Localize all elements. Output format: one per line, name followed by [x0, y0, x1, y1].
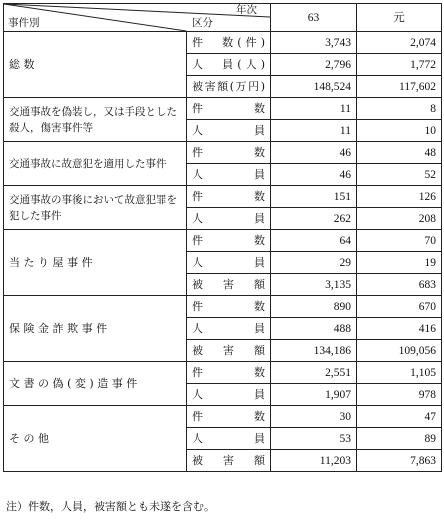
value-cell-63: 488 — [271, 318, 357, 340]
subdivision-cell: 件数 — [187, 362, 271, 384]
subdivision-cell: 人員 — [187, 384, 271, 406]
value-cell-63: 3,135 — [271, 274, 357, 296]
value-cell-gen: 1,105 — [357, 362, 442, 384]
table-row — [4, 362, 442, 384]
table-row — [4, 296, 442, 318]
subdivision-cell: 被害額 — [187, 274, 271, 296]
value-cell-gen: 683 — [357, 274, 442, 296]
value-cell-gen: 48 — [357, 142, 442, 164]
category-cell: 交通事故を偽装し，又は手段とした殺人，傷害事件等 — [4, 98, 187, 142]
value-cell-63: 64 — [271, 230, 357, 252]
value-cell-gen: 7,863 — [357, 450, 442, 472]
value-cell-63: 134,186 — [271, 340, 357, 362]
subdivision-cell: 人 員(人) — [187, 54, 271, 76]
value-cell-63: 890 — [271, 296, 357, 318]
subdivision-cell: 件数 — [187, 230, 271, 252]
value-cell-gen: 52 — [357, 164, 442, 186]
table-row — [4, 230, 442, 252]
year-header-label: 年次 — [236, 4, 257, 16]
value-cell-gen: 2,074 — [357, 32, 442, 54]
table-row — [4, 186, 442, 208]
subdivision-cell: 件数 — [187, 186, 271, 208]
value-cell-63: 46 — [271, 164, 357, 186]
value-cell-gen: 416 — [357, 318, 442, 340]
subdivision-cell: 人員 — [187, 252, 271, 274]
category-cell: 当たり屋事件 — [4, 230, 187, 296]
value-cell-gen: 670 — [357, 296, 442, 318]
header-row — [4, 4, 442, 32]
subdivision-cell: 件数 — [187, 142, 271, 164]
value-cell-gen: 1,772 — [357, 54, 442, 76]
subdivision-cell: 件 数(件) — [187, 32, 271, 54]
value-cell-gen: 978 — [357, 384, 442, 406]
value-cell-63: 11 — [271, 98, 357, 120]
value-cell-63: 2,796 — [271, 54, 357, 76]
value-cell-63: 11,203 — [271, 450, 357, 472]
category-cell: 総数 — [4, 32, 187, 98]
table-footnote: 注）件数，人員，被害額とも未遂を含む。 — [6, 500, 215, 513]
value-cell-gen: 10 — [357, 120, 442, 142]
value-cell-63: 3,743 — [271, 32, 357, 54]
value-cell-63: 262 — [271, 208, 357, 230]
value-cell-gen: 47 — [357, 406, 442, 428]
value-cell-63: 148,524 — [271, 76, 357, 98]
table-row — [4, 142, 442, 164]
value-cell-63: 30 — [271, 406, 357, 428]
subdivision-cell: 件数 — [187, 296, 271, 318]
header-diagonal-cell — [4, 4, 271, 32]
subdivision-cell: 人員 — [187, 164, 271, 186]
table-row — [4, 32, 442, 54]
value-cell-63: 11 — [271, 120, 357, 142]
subdivision-cell: 被害額 — [187, 450, 271, 472]
category-cell: その他 — [4, 406, 187, 472]
value-cell-gen: 208 — [357, 208, 442, 230]
division-header-label: 区分 — [192, 17, 213, 29]
value-cell-63: 151 — [271, 186, 357, 208]
year-header-63: 63 — [271, 4, 357, 32]
value-cell-63: 53 — [271, 428, 357, 450]
value-cell-gen: 8 — [357, 98, 442, 120]
value-cell-gen: 117,602 — [357, 76, 442, 98]
value-cell-gen: 19 — [357, 252, 442, 274]
table-row — [4, 406, 442, 428]
subdivision-cell: 被害額 — [187, 340, 271, 362]
category-cell: 文書の偽(変)造事件 — [4, 362, 187, 406]
table-body — [4, 4, 442, 472]
value-cell-gen: 109,056 — [357, 340, 442, 362]
table-row — [4, 98, 442, 120]
value-cell-gen: 89 — [357, 428, 442, 450]
subdivision-cell: 件数 — [187, 406, 271, 428]
category-cell: 交通事故に故意犯を適用した事件 — [4, 142, 187, 186]
subdivision-cell: 人員 — [187, 120, 271, 142]
statistics-table — [3, 3, 442, 472]
value-cell-gen: 70 — [357, 230, 442, 252]
subdivision-cell: 人員 — [187, 318, 271, 340]
subdivision-cell: 人員 — [187, 428, 271, 450]
subdivision-cell: 件数 — [187, 98, 271, 120]
category-cell: 交通事故の事後において故意犯罪を犯した事件 — [4, 186, 187, 230]
subdivision-cell: 被害額(万円) — [187, 76, 271, 98]
year-header-gen: 元 — [357, 4, 442, 32]
category-cell: 保険金詐欺事件 — [4, 296, 187, 362]
header-diagonal-lines — [4, 4, 270, 31]
value-cell-gen: 126 — [357, 186, 442, 208]
subdivision-cell: 人員 — [187, 208, 271, 230]
value-cell-63: 1,907 — [271, 384, 357, 406]
category-header-label: 事件別 — [8, 17, 40, 29]
value-cell-63: 46 — [271, 142, 357, 164]
value-cell-63: 29 — [271, 252, 357, 274]
value-cell-63: 2,551 — [271, 362, 357, 384]
